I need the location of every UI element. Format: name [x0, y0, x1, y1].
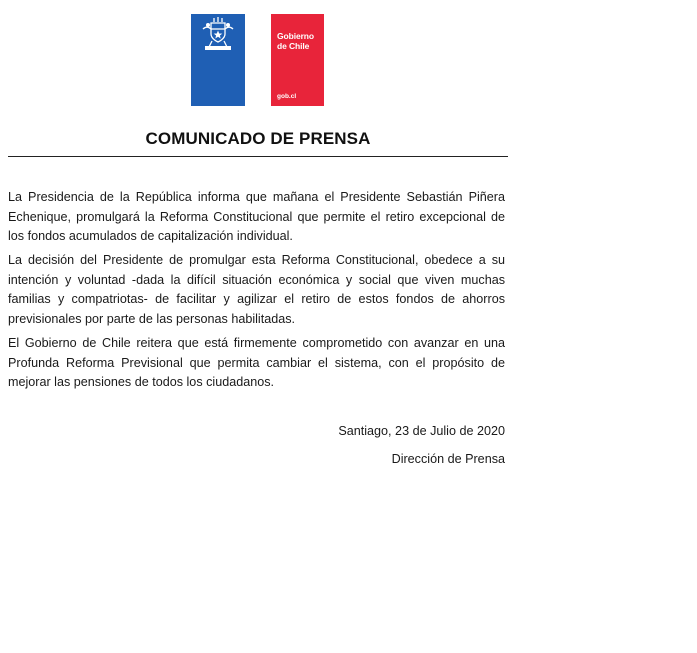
logo-line-1: Gobierno	[277, 31, 314, 41]
paragraph-2: La decisión del Presidente de promulgar esta Reforma Constitucional, obedece a su intención y voluntad -dada la difícil situación económica y social que viven muchas familias y compatriotas- de facilitar y agilizar el retiro de estos fondos de ahorros previsionales por parte de las personas habilitadas.	[8, 253, 505, 326]
gobierno-de-chile-logo	[271, 14, 324, 106]
logo-line-2: de Chile	[277, 41, 310, 51]
document-title: COMUNICADO DE PRENSA	[145, 129, 371, 148]
coat-of-arms-logo	[191, 14, 245, 106]
paragraph-1: La Presidencia de la República informa que mañana el Presidente Sebastián Piñera Echenique, promulgará la Reforma Constitucional que permite el retiro excepcional de los fondos acumulados de capitalización individual.	[8, 190, 505, 243]
paragraph-3: El Gobierno de Chile reitera que está firmemente comprometido con avanzar en una Profunda Reforma Previsional que permita cambiar el sistema, con el propósito de mejorar las pensiones de todos los ciudadanos.	[8, 336, 505, 389]
logo-text	[277, 31, 314, 51]
place-date: Santiago, 23 de Julio de 2020	[338, 424, 505, 438]
chile-coat-of-arms-icon	[200, 17, 236, 51]
logo-domain: gob.cl	[277, 93, 297, 100]
signature: Dirección de Prensa	[391, 452, 505, 466]
title-divider	[8, 156, 508, 157]
